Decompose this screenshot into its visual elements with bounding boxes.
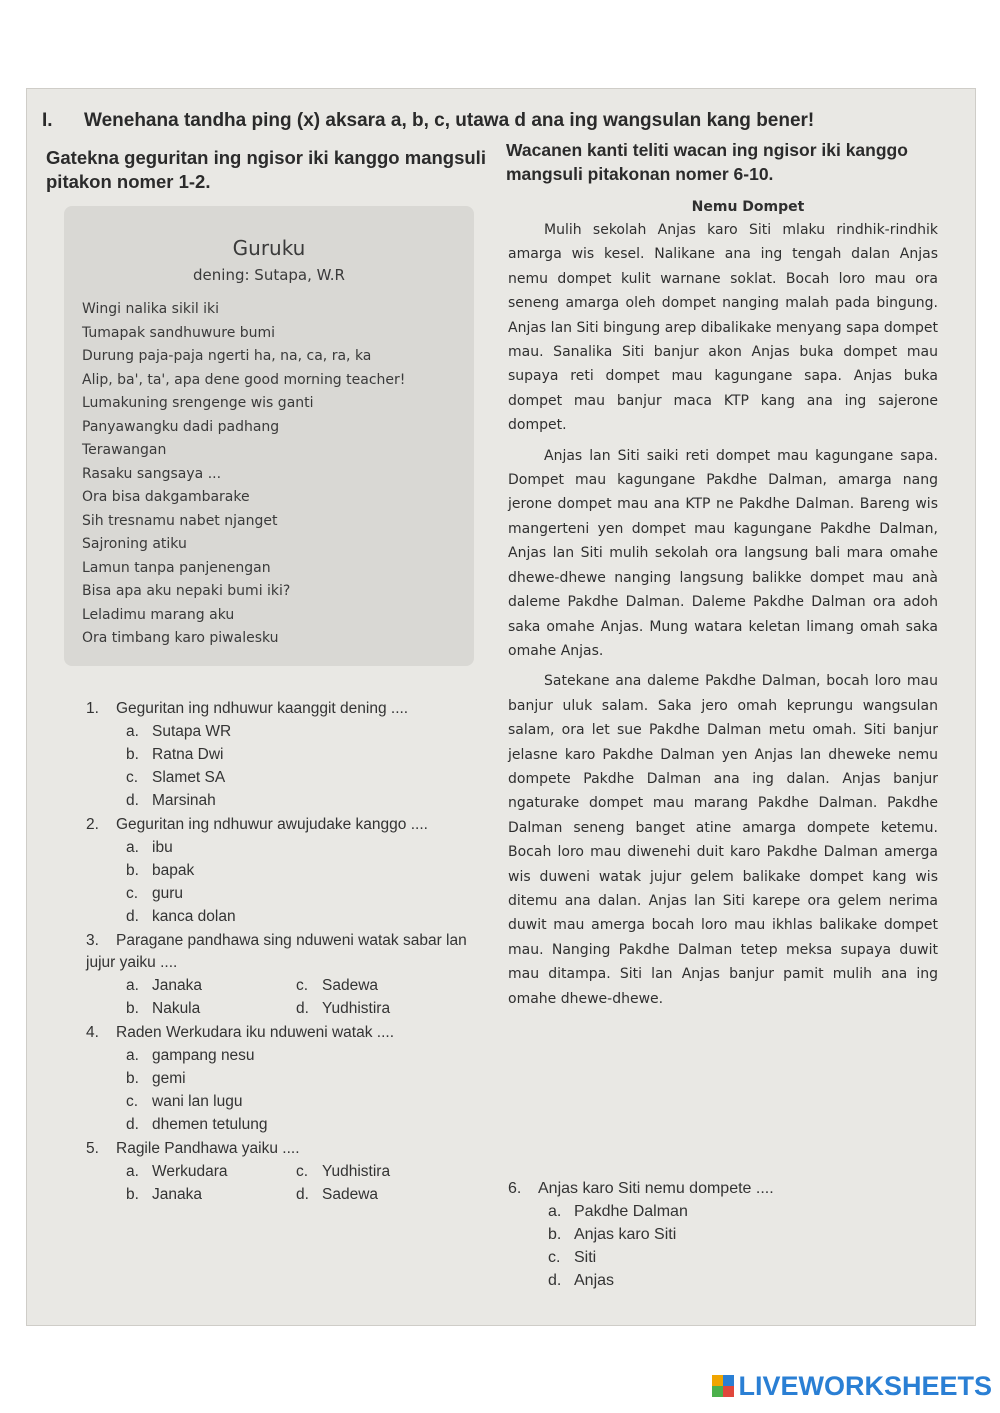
option-letter: a. bbox=[548, 1203, 562, 1220]
option-letter: d. bbox=[548, 1272, 562, 1289]
option-letter: d. bbox=[126, 1116, 139, 1133]
poem-line: Lamun tanpa panjenengan bbox=[82, 559, 271, 576]
option-text: dhemen tetulung bbox=[152, 1116, 268, 1133]
reading-heading: Wacanen kanti teliti wacan ing ngisor iki kanggo mangsuli pitakonan nomer 6-10. bbox=[506, 140, 908, 184]
option-text: gemi bbox=[152, 1070, 186, 1087]
question-5 bbox=[86, 1138, 486, 1206]
answer-option[interactable] bbox=[126, 1090, 486, 1113]
option-text: Janaka bbox=[152, 977, 202, 994]
option-text: Sutapa WR bbox=[152, 723, 232, 740]
option-text: bapak bbox=[152, 862, 195, 879]
questions-left bbox=[86, 698, 486, 1208]
option-text: Ratna Dwi bbox=[152, 746, 224, 763]
answer-option[interactable] bbox=[126, 882, 486, 905]
option-text: Slamet SA bbox=[152, 769, 226, 786]
option-text: Yudhistira bbox=[322, 1000, 391, 1017]
answer-option[interactable] bbox=[296, 997, 466, 1020]
poem-line: Tumapak sandhuwure bumi bbox=[82, 324, 276, 341]
option-text: Sadewa bbox=[322, 977, 379, 994]
answer-option[interactable] bbox=[126, 997, 296, 1020]
poem-line: Terawangan bbox=[82, 442, 167, 458]
option-text: Marsinah bbox=[152, 792, 216, 809]
poem-line: Panyawangku dadi padhang bbox=[82, 418, 280, 435]
poem-lines bbox=[82, 298, 472, 651]
answer-option[interactable] bbox=[126, 766, 486, 789]
poem-line: Ora timbang karo piwalesku bbox=[82, 630, 279, 646]
option-letter: c. bbox=[296, 977, 309, 994]
option-text: Janaka bbox=[152, 1186, 202, 1203]
question-3 bbox=[86, 930, 486, 1020]
logo-icon bbox=[712, 1375, 734, 1397]
answer-option[interactable] bbox=[126, 743, 486, 766]
option-letter: b. bbox=[126, 862, 139, 879]
option-letter: d. bbox=[126, 908, 139, 925]
reading-paragraph: Mulih sekolah Anjas karo Siti mlaku rindhik-rindhik amarga wis kesel. Nalikane ana ing tengah dalan Anjas nemu dompet kulit warnane soklat. Bocah loro mau ora seneng amarga oleh dompet nanging malah pada bingung. Anjas lan Siti bingung arep dibalikake menyang sapa dompet mau. Sanalika Siti banjur akon Anjas buka dompet mau supaya reti dompet mau kagungane sapa. Anjas buka dompet mau banjur maca KTP kang ana ing sajerone dompet. bbox=[508, 222, 938, 434]
option-letter: c. bbox=[296, 1163, 309, 1180]
option-text: Siti bbox=[574, 1249, 597, 1266]
reading-passage bbox=[508, 196, 938, 1017]
question-text: Paragane pandhawa sing nduweni watak sabar lan jujur yaiku .... bbox=[86, 932, 467, 971]
answer-option[interactable] bbox=[126, 720, 486, 743]
option-letter: b. bbox=[126, 1186, 139, 1203]
answer-option[interactable] bbox=[296, 1183, 466, 1206]
option-text: Sadewa bbox=[322, 1186, 379, 1203]
section-instruction bbox=[42, 110, 814, 132]
poem-line: Wingi nalika sikil iki bbox=[82, 301, 220, 317]
poem-line: Sih tresnamu nabet njanget bbox=[82, 512, 278, 529]
option-text: Anjas bbox=[574, 1272, 615, 1289]
poem-line: Leladimu marang aku bbox=[82, 606, 235, 623]
option-letter: a. bbox=[126, 1047, 139, 1064]
question-4 bbox=[86, 1022, 486, 1136]
questions-right bbox=[508, 1178, 938, 1294]
question-number: 5. bbox=[86, 1140, 99, 1157]
option-letter: d. bbox=[296, 1186, 309, 1203]
option-text: Yudhistira bbox=[322, 1163, 391, 1180]
question-text: Geguritan ing ndhuwur kaanggit dening .... bbox=[116, 700, 409, 717]
option-letter: a. bbox=[126, 723, 139, 740]
question-number: 3. bbox=[86, 932, 99, 949]
answer-option[interactable] bbox=[548, 1223, 938, 1246]
poem-line: Alip, ba', ta', apa dene good morning teacher! bbox=[82, 371, 406, 388]
poem-author: dening: Sutapa, W.R bbox=[193, 266, 345, 284]
poem-line: Durung paja-paja ngerti ha, na, ca, ra, ka bbox=[82, 348, 372, 364]
answer-option[interactable] bbox=[126, 974, 296, 997]
logo-text: LIVEWORKSHEETS bbox=[738, 1370, 992, 1401]
option-text: wani lan lugu bbox=[152, 1093, 243, 1110]
answer-option[interactable] bbox=[126, 1160, 296, 1183]
answer-option[interactable] bbox=[126, 905, 486, 928]
option-text: gampang nesu bbox=[152, 1047, 255, 1064]
option-text: kanca dolan bbox=[152, 908, 236, 925]
answer-option[interactable] bbox=[548, 1269, 938, 1292]
option-letter: b. bbox=[548, 1226, 562, 1243]
option-letter: b. bbox=[126, 1000, 139, 1017]
poem-heading: Gatekna geguritan ing ngisor iki kanggo mangsuli pitakon nomer 1-2. bbox=[46, 147, 486, 192]
answer-option[interactable] bbox=[296, 1160, 466, 1183]
question-text: Raden Werkudara iku nduweni watak .... bbox=[116, 1024, 395, 1041]
poem-line: Lumakuning srengenge wis ganti bbox=[82, 395, 314, 411]
question-text: Ragile Pandhawa yaiku .... bbox=[116, 1140, 300, 1157]
option-letter: c. bbox=[126, 1093, 139, 1110]
option-letter: d. bbox=[296, 1000, 309, 1017]
poem-line: Bisa apa aku nepaki bumi iki? bbox=[82, 583, 291, 599]
option-letter: b. bbox=[126, 1070, 139, 1087]
option-text: Pakdhe Dalman bbox=[574, 1203, 688, 1220]
option-letter: c. bbox=[126, 769, 139, 786]
liveworksheets-logo bbox=[712, 1371, 992, 1401]
poem-line: Rasaku sangsaya ... bbox=[82, 465, 222, 482]
option-text: Nakula bbox=[152, 1000, 201, 1017]
question-number: 1. bbox=[86, 700, 99, 717]
reading-paragraph: Anjas lan Siti saiki reti dompet mau kagungane sapa. Dompet mau kagungane Pakdhe Dalman, amarga nang jerone dompet mau ana KTP ne Pakdhe Dalman. Bareng wis mangerteni yen dompet mau kagungane Pakdhe Dalman, Anjas lan Siti mulih sekolah ora langsung bali mara omahe dhewe-dhewe nanging langsung balikke dompet mau anà daleme Pakdhe Dalman. Daleme Pakdhe Dalman ora adoh saka omahe Anjas. Mung watara keletan limang omah saka omahe Anjas. bbox=[508, 447, 938, 659]
answer-option[interactable] bbox=[126, 859, 486, 882]
option-text: ibu bbox=[152, 839, 173, 856]
option-letter: c. bbox=[548, 1249, 561, 1266]
answer-option[interactable] bbox=[548, 1246, 938, 1269]
reading-title: Nemu Dompet bbox=[691, 199, 805, 215]
option-text: Werkudara bbox=[152, 1163, 228, 1180]
answer-option[interactable] bbox=[126, 1044, 486, 1067]
option-letter: d. bbox=[126, 792, 139, 809]
poem-line: Ora bisa dakgambarake bbox=[82, 489, 250, 505]
question-number: 2. bbox=[86, 816, 99, 833]
question-number: 6. bbox=[508, 1180, 522, 1197]
answer-option[interactable] bbox=[126, 1183, 296, 1206]
option-letter: b. bbox=[126, 746, 139, 763]
section-number: I. bbox=[42, 110, 53, 131]
answer-option[interactable] bbox=[126, 1067, 486, 1090]
answer-option[interactable] bbox=[548, 1200, 938, 1223]
option-letter: c. bbox=[126, 885, 139, 902]
answer-option[interactable] bbox=[126, 1113, 486, 1136]
question-text: Geguritan ing ndhuwur awujudake kanggo .... bbox=[116, 816, 428, 833]
option-text: guru bbox=[152, 885, 184, 902]
option-letter: a. bbox=[126, 1163, 139, 1180]
poem-title: Guruku bbox=[232, 236, 306, 260]
answer-option[interactable] bbox=[296, 974, 466, 997]
poem-line: Sajroning atiku bbox=[82, 536, 187, 552]
option-letter: a. bbox=[126, 839, 139, 856]
question-2 bbox=[86, 814, 486, 928]
option-text: Anjas karo Siti bbox=[574, 1226, 677, 1243]
option-letter: a. bbox=[126, 977, 139, 994]
answer-option[interactable] bbox=[126, 836, 486, 859]
question-number: 4. bbox=[86, 1024, 99, 1041]
question-1 bbox=[86, 698, 486, 812]
answer-option[interactable] bbox=[126, 789, 486, 812]
reading-paragraph: Satekane ana daleme Pakdhe Dalman, bocah loro mau banjur uluk salam. Saka jero omah keprungu wangsulan salam, ora let sue Pakdhe Dalman metu omah. Siti banjur jelasne karo Pakdhe Dalman yen Anjas lan dheweke nemu dompete Pakdhe Dalman ana ing dalan. Anjas banjur ngaturake dompet mau marang Pakdhe Dalman. Pakdhe Dalman seneng banget atine amarga dompete ketemu. Bocah loro mau diwenehi duit karo Pakdhe Dalman amerga wis duweni watak jujur gelem balikake dompet kang wis ditemu ana dalan. Anjas lan Siti karepe ora gelem nerima duwit mau amerga bocah loro mau ikhlas balikake dompet mau. Nanging Pakdhe Dalman tetep meksa supaya duwit mau ditampa. Siti lan Anjas banjur pamit mulih ana ing omahe dhewe-dhewe. bbox=[508, 673, 938, 1007]
instruction-text: Wenehana tandha ping (x) aksara a, b, c, utawa d ana ing wangsulan kang bener! bbox=[84, 110, 815, 131]
question-text: Anjas karo Siti nemu dompete .... bbox=[538, 1180, 774, 1197]
question-6 bbox=[508, 1178, 938, 1292]
